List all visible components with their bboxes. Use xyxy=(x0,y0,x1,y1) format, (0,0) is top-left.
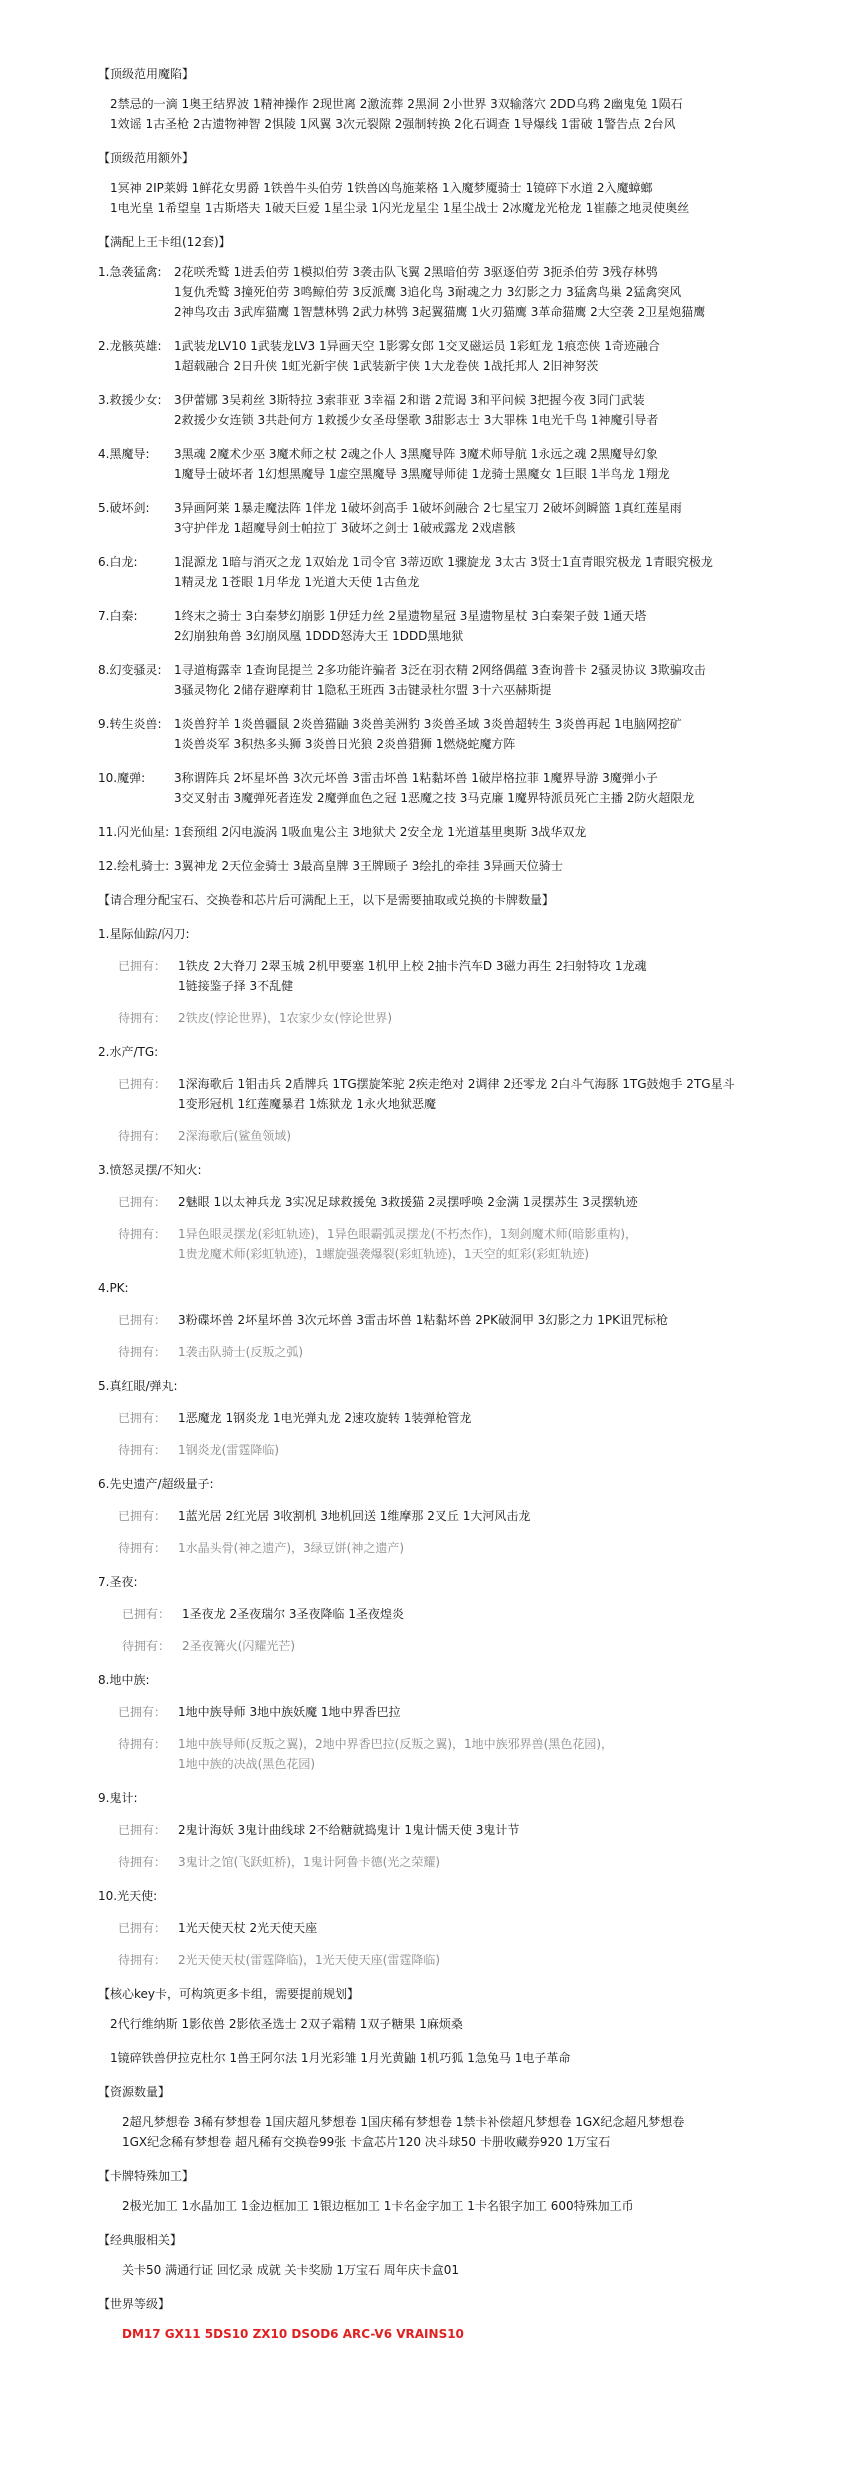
text-line: 2魅眼 1以太神兵龙 3实况足球救援兔 3救援猫 2灵摆呼唤 2金满 1灵摆苏生 3灵摆轨迹 xyxy=(178,1195,638,1209)
text-line: 1蓝光居 2红光居 3收割机 3地机回送 1维摩那 2叉丘 1大河风击龙 xyxy=(178,1509,531,1523)
text-line: 已拥有： xyxy=(118,959,167,973)
text-line: 7.圣夜: xyxy=(98,1575,138,1589)
text-line: 1铁皮 2大脊刀 2翠玉城 2机甲要塞 1机甲上校 2抽卡汽车D 3磁力再生 2扫射特攻 1龙魂 xyxy=(178,959,647,973)
text-line: 3黑魂 2魔术少巫 3魔术师之杖 2魂之仆人 3黑魔导阵 3魔术师导航 1永远之魂 2黑魔导幻象 xyxy=(174,447,658,461)
text-line: 1效谣 1古圣枪 2古遗物神智 2惧陵 1风翼 3次元裂隙 2强制转换 2化石调查 1导爆线 1雷破 1警告点 2台风 xyxy=(110,117,676,131)
text-line: 待拥有： xyxy=(122,1639,171,1653)
text-line: 1钢炎龙(雷霆降临) xyxy=(178,1443,279,1457)
text-line: 6.白龙: xyxy=(98,555,138,569)
text-line: 3守护伴龙 1超魔导剑士帕拉丁 3破坏之剑士 1破戒露龙 2戏虐骸 xyxy=(174,521,516,535)
text-line: 2鬼计海妖 3鬼计曲线球 2不给糖就捣鬼计 1鬼计懦天使 3鬼计节 xyxy=(178,1823,520,1837)
text-line: 10.光天使: xyxy=(98,1889,158,1903)
text-line: 待拥有： xyxy=(118,1953,167,1967)
text-line: 关卡50 满通行证 回忆录 成就 关卡奖励 1万宝石 周年庆卡盒01 xyxy=(122,2263,460,2277)
text-line: 1圣夜龙 2圣夜瑞尔 3圣夜降临 1圣夜煌炎 xyxy=(182,1607,404,1621)
text-line: 1地中族导师(反叛之翼)，2地中界香巴拉(反叛之翼)，1地中族邪界兽(黑色花园)， xyxy=(178,1737,613,1751)
text-line: 6.先史遗产/超级量子: xyxy=(98,1477,214,1491)
text-line: 1炎兽炎军 3积热多头狮 3炎兽日光狼 2炎兽猎狮 1燃烧蛇魔方阵 xyxy=(174,737,516,751)
text-line: 1超载融合 2日升侠 1虹光新宇侠 1武装新宇侠 1大龙卷侠 1战托邦人 2旧神努茨 xyxy=(174,359,599,373)
text-line: 1套预组 2闪电漩涡 1吸血鬼公主 3地狱犬 2安全龙 1光道基里奥斯 3战华双龙 xyxy=(174,825,587,839)
text-line: 1光天使天杖 2光天使天座 xyxy=(178,1921,318,1935)
text-line: 2花咲秃鹫 1进丢伯劳 1模拟伯劳 3袭击队飞翼 2黑暗伯劳 3驱逐伯劳 3扼杀伯劳 3残存林鸮 xyxy=(174,265,658,279)
text-line: 【资源数量】 xyxy=(98,2085,171,2099)
text-line: 1深海歌后 1钼击兵 2盾牌兵 1TG摆旋笨驼 2疾走绝对 2调律 2还零龙 2白斗气海豚 1TG鼓炮手 2TG星斗 xyxy=(178,1077,735,1091)
text-line: 1变形冠机 1红莲魔暴君 1炼狱龙 1永火地狱恶魔 xyxy=(178,1097,436,1111)
text-line: 3.救援少女: xyxy=(98,393,162,407)
text-line: 待拥有： xyxy=(118,1737,167,1751)
text-line: 12.绘札骑士: xyxy=(98,859,170,873)
text-line: 已拥有： xyxy=(118,1509,167,1523)
text-line: 5.破坏剑: xyxy=(98,501,150,515)
text-line: 5.真红眼/弹丸: xyxy=(98,1379,178,1393)
text-line: 【请合理分配宝石、交换卷和芯片后可满配上王，以下是需要抽取或兑换的卡牌数量】 xyxy=(98,893,555,907)
text-line: 已拥有： xyxy=(118,1921,167,1935)
text-line: 1寻道梅露幸 1查询昆提兰 2多功能许骗者 3泛在羽衣精 2网络偶蕴 3查询普卡 2骚灵协议 3欺骗攻击 xyxy=(174,663,706,677)
text-line: 1镜碎铁兽伊拉克杜尔 1兽王阿尔法 1月光彩雏 1月光黄鼬 1机巧狐 1急兔马 1电子革命 xyxy=(110,2051,571,2065)
text-line: 待拥有： xyxy=(118,1011,167,1025)
text-line: 1终末之骑士 3白秦梦幻崩影 1伊廷力丝 2星遗物星冠 3星遗物星杖 3白秦架子鼓 1通天塔 xyxy=(174,609,647,623)
text-line: 2铁皮(悖论世界)，1农家少女(悖论世界) xyxy=(178,1011,392,1025)
text-line: 4.PK: xyxy=(98,1281,129,1295)
text-line: 1混源龙 1暗与消灭之龙 1双始龙 1司令官 3蒂迈欧 1骤旋龙 3太古 3贤士1直青眼究极龙 1青眼究极龙 xyxy=(174,555,713,569)
text-line: 3骚灵物化 2储存避摩莉甘 1隐私王班西 3击键录杜尔盟 3十六巫赫斯提 xyxy=(174,683,552,697)
text-line: 7.白秦: xyxy=(98,609,138,623)
text-line: 2极光加工 1水晶加工 1金边框加工 1银边框加工 1卡名金字加工 1卡名银字加工 600特殊加工币 xyxy=(122,2199,634,2213)
text-line: 1.急袭猛禽: xyxy=(98,265,162,279)
text-line: 待拥有： xyxy=(118,1443,167,1457)
text-line: 【卡牌特殊加工】 xyxy=(98,2169,195,2183)
text-line: DM17 GX11 5DS10 ZX10 DSOD6 ARC-V6 VRAINS10 xyxy=(122,2327,464,2341)
text-line: 1恶魔龙 1钢炎龙 1电光弹丸龙 2速攻旋转 1装弹枪管龙 xyxy=(178,1411,472,1425)
text-line: 1冥神 2IP莱姆 1鲜花女男爵 1铁兽牛头伯劳 1铁兽凶鸟施莱格 1入魔梦魇骑士 1镜碎下水道 2入魔蟑螂 xyxy=(110,181,653,195)
text-line: 已拥有： xyxy=(118,1411,167,1425)
text-line: 1电光皇 1希望皇 1古斯塔夫 1破天巨爱 1星尘录 1闪光龙星尘 1星尘战士 2冰魔龙光枪龙 1崔藤之地灵使奥丝 xyxy=(110,201,690,215)
text-line: 已拥有： xyxy=(118,1823,167,1837)
text-line: 2光天使天杖(雷霆降临)，1光天使天座(雷霆降临) xyxy=(178,1953,440,1967)
text-line: 1GX纪念稀有梦想卷 超凡稀有交换卷99张 卡盒芯片120 决斗球50 卡册收藏券920 1万宝石 xyxy=(122,2135,611,2149)
text-line: 1地中族的决战(黑色花园) xyxy=(178,1757,315,1771)
text-line: 2神鸟攻击 3武库猫鹰 1智慧林鸮 2武力林鸮 3起翼猫鹰 1火刃猫鹰 3革命猫鹰 2大空袭 2卫星炮猫鹰 xyxy=(174,305,706,319)
text-line: 3鬼计之馆(飞跃虹桥)，1鬼计阿鲁卡德(光之荣耀) xyxy=(178,1855,440,1869)
text-line: 3称谓阵兵 2坏星坏兽 3次元坏兽 3雷击坏兽 1粘黏坏兽 1破岸格拉菲 1魔界导游 3魔弹小子 xyxy=(174,771,658,785)
text-line: 1精灵龙 1苍眼 1月华龙 1光道大天使 1古鱼龙 xyxy=(174,575,420,589)
text-line: 3伊蕾娜 3吴莉丝 3斯特拉 3索菲亚 3幸福 2和谐 2荒谒 3和平问候 3把握今夜 3同门武装 xyxy=(174,393,645,407)
text-line: 3异画阿莱 1暴走魔法阵 1伴龙 1破坏剑高手 1破坏剑融合 2七星宝刀 2破坏剑瞬篮 1真红莲星雨 xyxy=(174,501,682,515)
text-line: 8.幻变骚灵: xyxy=(98,663,162,677)
text-line: 3翼神龙 2天位金骑士 3最高皇牌 3王牌顾子 3绘扎的牵挂 3异画天位骑士 xyxy=(174,859,563,873)
text-line: 【满配上王卡组(12套)】 xyxy=(98,235,231,249)
text-line: 1武装龙LV10 1武装龙LV3 1异画天空 1影雾女郎 1交叉磁运员 1彩虹龙 1痕恋侠 1奇迹融合 xyxy=(174,339,660,353)
text-line: 待拥有： xyxy=(118,1345,167,1359)
text-line: 10.魔弹: xyxy=(98,771,146,785)
text-line: 2超凡梦想卷 3稀有梦想卷 1国庆超凡梦想卷 1国庆稀有梦想卷 1禁卡补偿超凡梦想卷 1GX纪念超凡梦想卷 xyxy=(122,2115,685,2129)
text-line: 1水晶头骨(神之遗产)，3绿豆饼(神之遗产) xyxy=(178,1541,404,1555)
text-line: 1魔导士破坏者 1幻想黑魔导 1虚空黑魔导 3黑魔导师徒 1龙骑士黑魔女 1巨眼 1半鸟龙 1翔龙 xyxy=(174,467,670,481)
text-line: 11.闪光仙星: xyxy=(98,825,170,839)
text-line: 3.愤怒灵摆/不知火: xyxy=(98,1163,202,1177)
text-line: 已拥有： xyxy=(118,1077,167,1091)
text-line: 2幻崩独角兽 3幻崩凤凰 1DDD怒涛大王 1DDD黑地狱 xyxy=(174,629,464,643)
text-line: 2圣夜篝火(闪耀光芒) xyxy=(182,1639,295,1653)
text-line: 2代行维纳斯 1影依兽 2影依圣选士 2双子霜精 1双子糖果 1麻烦桑 xyxy=(110,2017,463,2031)
text-line: 已拥有： xyxy=(118,1313,167,1327)
text-line: 1链接鉴子择 3不乱健 xyxy=(178,979,294,993)
text-line: 1袭击队骑士(反叛之弧) xyxy=(178,1345,303,1359)
text-line: 【核心key卡，可构筑更多卡组，需要提前规划】 xyxy=(98,1987,360,2001)
text-line: 待拥有： xyxy=(118,1129,167,1143)
text-line: 1复仇秃鹫 3撞死伯劳 3鸣鲸伯劳 3反派鹰 3追化鸟 3耐魂之力 3幻影之力 3猛禽鸟巢 2猛禽突风 xyxy=(174,285,682,299)
text-line: 1炎兽狩羊 1炎兽疆鼠 2炎兽猫鼬 3炎兽美洲豹 3炎兽圣域 3炎兽超转生 3炎兽再起 1电脑网挖矿 xyxy=(174,717,682,731)
text-line: 2.龙骸英雄: xyxy=(98,339,162,353)
text-line: 已拥有： xyxy=(118,1195,167,1209)
text-line: 2深海歌后(鲨鱼领域) xyxy=(178,1129,291,1143)
text-line: 1贵龙魔术师(彩虹轨迹)，1螺旋强袭爆裂(彩虹轨迹)，1天空的虹彩(彩虹轨迹) xyxy=(178,1247,589,1261)
text-line: 3交叉射击 3魔弹死者连发 2魔弹血色之冠 1恶魔之技 3马克廉 1魔界特派员死亡主播 2防火超限龙 xyxy=(174,791,695,805)
text-line: 9.转生炎兽: xyxy=(98,717,162,731)
text-line: 【顶级范用魔陷】 xyxy=(98,67,195,81)
text-line: 8.地中族: xyxy=(98,1673,150,1687)
text-line: 【经典服相关】 xyxy=(98,2233,183,2247)
text-line: 1.星际仙踪/闪刀: xyxy=(98,927,190,941)
text-line: 已拥有： xyxy=(118,1705,167,1719)
text-line: 2禁忌的一滴 1奥王结界波 1精神操作 2现世离 2激流葬 2黑洞 2小世界 3双输落穴 2DD乌鸦 2幽鬼兔 1陨石 xyxy=(110,97,683,111)
text-line: 2救援少女连锁 3共赴何方 1救援少女圣母堡歌 3甜影志士 3大罪株 1电光千鸟 1神魔引导者 xyxy=(174,413,659,427)
text-line: 3粉碟坏兽 2坏星坏兽 3次元坏兽 3雷击坏兽 1粘黏坏兽 2PK破洞甲 3幻影之力 1PK诅咒标枪 xyxy=(178,1313,668,1327)
text-line: 已拥有： xyxy=(122,1607,171,1621)
text-line: 1异色眼灵摆龙(彩虹轨迹)，1异色眼霸弧灵摆龙(不朽杰作)，1刻剑魔术师(暗影重构)， xyxy=(178,1227,637,1241)
text-line: 待拥有： xyxy=(118,1227,167,1241)
text-line: 【世界等级】 xyxy=(98,2297,171,2311)
text-line: 2.水产/TG: xyxy=(98,1045,159,1059)
text-line: 9.鬼计: xyxy=(98,1791,138,1805)
text-line: 待拥有： xyxy=(118,1541,167,1555)
text-line: 【顶级范用额外】 xyxy=(98,151,195,165)
text-line: 1地中族导师 3地中族妖魔 1地中界香巴拉 xyxy=(178,1705,401,1719)
text-line: 待拥有： xyxy=(118,1855,167,1869)
text-line: 4.黑魔导: xyxy=(98,447,150,461)
